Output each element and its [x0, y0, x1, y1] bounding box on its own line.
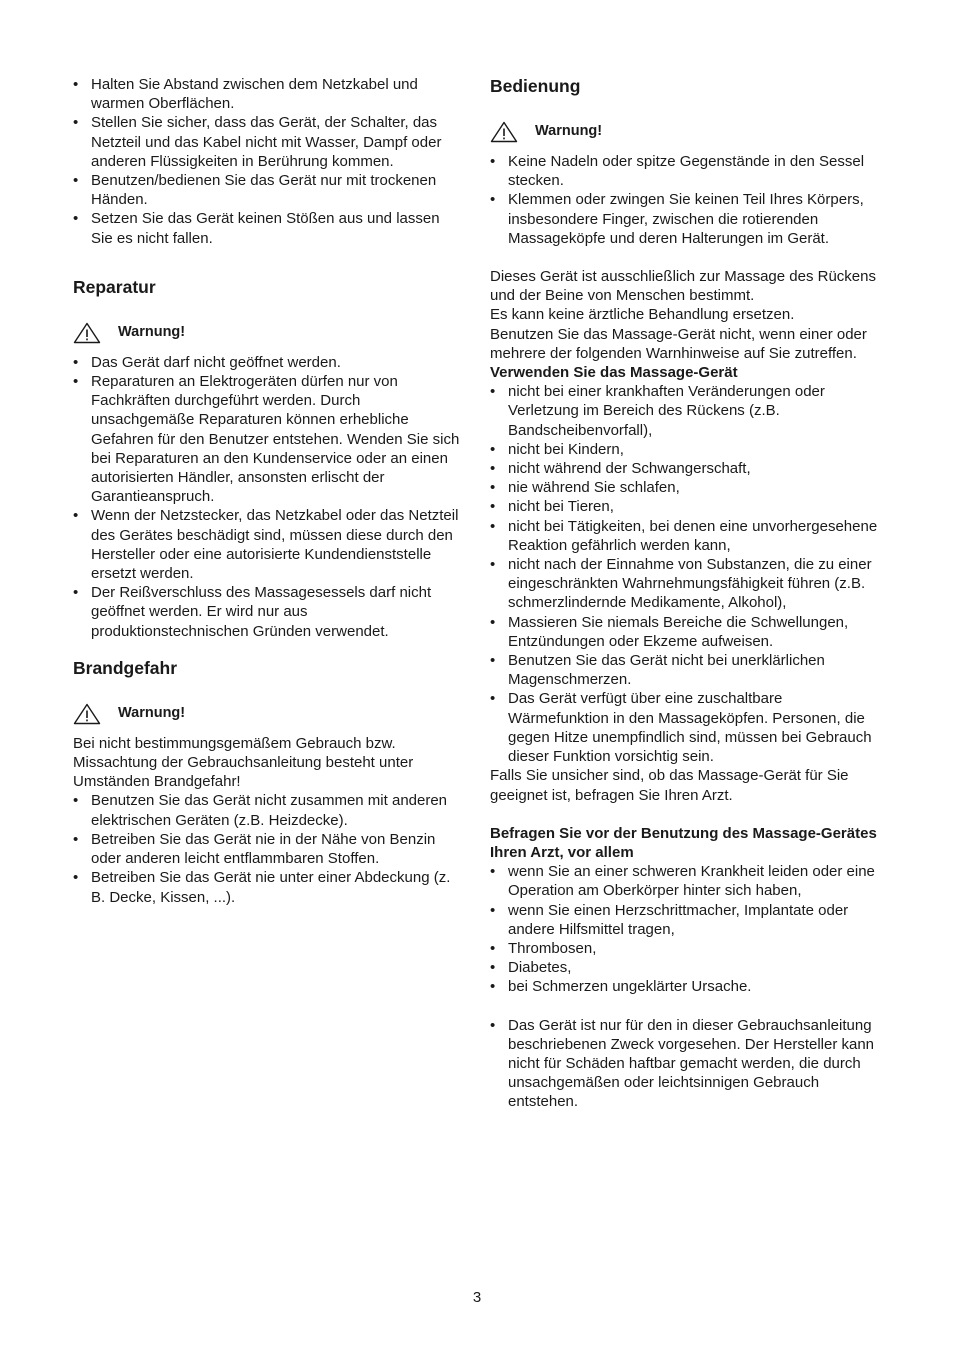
contraindication-list — [490, 382, 882, 766]
brandgefahr-bullet-list — [73, 791, 465, 906]
list-item: • Benutzen Sie das Gerät nicht zusammen mit anderen elektrischen Geräten (z.B. Heizdecke). — [73, 791, 465, 829]
bedienung-paragraph: Benutzen Sie das Massage-Gerät nicht, wenn einer oder mehrere der folgenden Warnhinweise auf Sie zutreffen. — [490, 325, 867, 362]
warning-triangle-icon — [73, 322, 101, 344]
section-heading-bedienung: Bedienung — [490, 76, 581, 96]
list-item: • bei Schmerzen ungeklärter Ursache. — [490, 977, 882, 996]
list-item: • Massieren Sie niemals Bereiche die Schwellungen, Entzündungen oder Ekzeme aufweisen. — [490, 613, 882, 651]
page-number: 3 — [472, 1289, 482, 1306]
list-item: • wenn Sie einen Herzschrittmacher, Implantate oder andere Hilfsmittel tragen, — [490, 901, 882, 939]
consult-doctor-list — [490, 862, 882, 996]
list-item: • Das Gerät ist nur für den in dieser Gebrauchsanleitung beschriebenen Zweck vorgesehen. Der Hersteller kann nicht für Schäden haftbar gemacht werden, die durch unsachgemäßen oder leichtsinnigen Gebrauch entstehen. — [490, 1016, 882, 1112]
warning-label — [73, 322, 465, 344]
intro-bullet-list — [73, 75, 465, 248]
bedienung-warning-list — [490, 152, 882, 248]
list-item: • Wenn der Netzstecker, das Netzkabel oder das Netzteil des Gerätes beschädigt sind, müssen diese durch den Hersteller oder eine autorisierte Kundendienststelle ersetzt werden. — [73, 506, 465, 583]
list-item: • Betreiben Sie das Gerät nie unter einer Abdeckung (z. B. Decke, Kissen, ...). — [73, 868, 465, 906]
left-column — [73, 75, 465, 907]
section-heading-reparatur: Reparatur — [73, 276, 156, 297]
list-item: • Klemmen oder zwingen Sie keinen Teil Ihres Körpers, insbesondere Finger, zwischen die rotierenden Massageköpfe und deren Halterungen im Gerät. — [490, 190, 882, 248]
warning-text: Warnung! — [118, 324, 186, 341]
brandgefahr-paragraph: Bei nicht bestimmungsgemäßem Gebrauch bzw. Missachtung der Gebrauchsanleitung besteht unter Umständen Brandgefahr! — [73, 734, 414, 791]
reparatur-bullet-list — [73, 353, 465, 641]
list-item: • Das Gerät verfügt über eine zuschaltbare Wärmefunktion in den Massageköpfen. Personen, die gegen Hitze unempfindlich sind, müssen bei Gebrauch dieser Funktion vorsichtig sein. — [490, 689, 882, 766]
purpose-list — [490, 1016, 882, 1112]
bedienung-subheading: Befragen Sie vor der Benutzung des Massage-Gerätes Ihren Arzt, vor allem — [490, 824, 877, 861]
bedienung-paragraph: Dieses Gerät ist ausschließlich zur Massage des Rückens und der Beine von Menschen bestimmt. — [490, 268, 876, 305]
list-item: • nicht bei einer krankhaften Veränderungen oder Verletzung im Bereich des Rückens (z.B. Bandscheibenvorfall), — [490, 382, 882, 440]
right-column — [490, 75, 882, 1112]
list-item: • Das Gerät darf nicht geöffnet werden. — [73, 353, 465, 372]
bedienung-paragraph: Es kann keine ärztliche Behandlung ersetzen. — [490, 306, 795, 324]
list-item: • Thrombosen, — [490, 939, 882, 958]
bedienung-paragraph: Falls Sie unsicher sind, ob das Massage-Gerät für Sie geeignet ist, befragen Sie Ihren Arzt. — [490, 767, 849, 804]
list-item: • nie während Sie schlafen, — [490, 478, 882, 497]
warning-text: Warnung! — [118, 705, 186, 722]
list-item: • nicht bei Tieren, — [490, 497, 882, 516]
warning-triangle-icon — [490, 121, 518, 143]
warning-label — [490, 121, 882, 143]
list-item: • nicht bei Kindern, — [490, 440, 882, 459]
list-item: • nicht während der Schwangerschaft, — [490, 459, 882, 478]
warning-triangle-icon — [73, 703, 101, 725]
list-item: • wenn Sie an einer schweren Krankheit leiden oder eine Operation am Oberkörper hinter sich haben, — [490, 862, 882, 900]
list-item: • Betreiben Sie das Gerät nie in der Nähe von Benzin oder anderen leicht entflammbaren Stoffen. — [73, 830, 465, 868]
warning-text: Warnung! — [535, 123, 603, 140]
list-item: • Benutzen Sie das Gerät nicht bei unerklärlichen Magenschmerzen. — [490, 651, 882, 689]
warning-label — [73, 703, 465, 725]
list-item: • Reparaturen an Elektrogeräten dürfen nur von Fachkräften durchgeführt werden. Durch unsachgemäße Reparaturen können erhebliche Gefahren für den Benutzer entstehen. Wenden Sie sich bei Reparaturen an den Kundenservice oder an einen autorisierten Händler, ansonsten erlischt der Garantieanspruch. — [73, 372, 465, 506]
list-item: • Halten Sie Abstand zwischen dem Netzkabel und warmen Oberflächen. — [73, 75, 465, 113]
list-item: • Diabetes, — [490, 958, 882, 977]
bedienung-subheading: Verwenden Sie das Massage-Gerät — [490, 364, 738, 382]
list-item: • nicht nach der Einnahme von Substanzen, die zu einer eingeschränkten Wahrnehmungsfähigkeit führen (z.B. schmerzlindernde Medikamente, Alkohol), — [490, 555, 882, 613]
list-item: • nicht bei Tätigkeiten, bei denen eine unvorhergesehene Reaktion gefährlich werden kann, — [490, 517, 882, 555]
section-heading-brandgefahr: Brandgefahr — [73, 657, 178, 678]
list-item: • Der Reißverschluss des Massagesessels darf nicht geöffnet werden. Er wird nur aus produktionstechnischen Gründen verwendet. — [73, 583, 465, 641]
list-item: • Keine Nadeln oder spitze Gegenstände in den Sessel stecken. — [490, 152, 882, 190]
list-item: • Benutzen/bedienen Sie das Gerät nur mit trockenen Händen. — [73, 171, 465, 209]
list-item: • Stellen Sie sicher, dass das Gerät, der Schalter, das Netzteil und das Kabel nicht mit Wasser, Dampf oder anderen Flüssigkeiten in Berührung kommen. — [73, 113, 465, 171]
list-item: • Setzen Sie das Gerät keinen Stößen aus und lassen Sie es nicht fallen. — [73, 209, 465, 247]
